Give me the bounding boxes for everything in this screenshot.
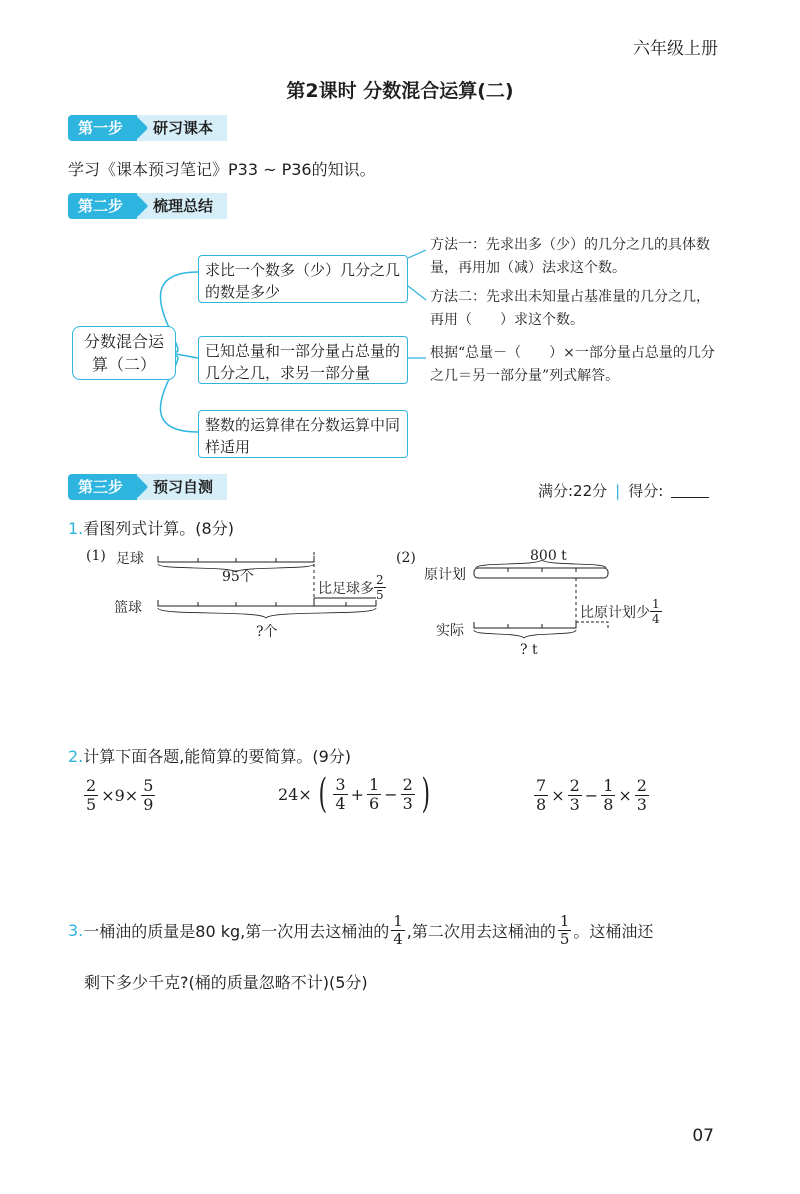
q3-fraction-2: $\frac{1}{5}$: [559, 912, 570, 948]
fig2-row1-label: 原计划: [424, 567, 466, 583]
q2-prompt: [68, 744, 351, 767]
step3-name: 预习自测: [137, 474, 227, 500]
mindmap-center: 分数混合运算（二）: [72, 326, 176, 380]
fig2-compare-text: 比原计划少: [580, 604, 650, 621]
fig2-row2-value: ? t: [520, 642, 538, 658]
fig2-compare-fraction: $\frac{1}{4}$: [652, 597, 660, 626]
score-blank[interactable]: [671, 483, 709, 498]
grade-label: 六年级上册: [633, 39, 718, 59]
fig2-row1-value: 800 t: [530, 548, 567, 564]
fig2-diagram: [470, 560, 620, 640]
step1-tag: 第一步: [68, 115, 137, 141]
score-label: 得分:: [628, 482, 664, 500]
q3-text-c: 。这桶油还: [573, 922, 654, 941]
q2-expression-1: $\frac{2}{5}$ ×9× $\frac{5}{9}$: [86, 776, 154, 814]
step3-header: [68, 474, 227, 500]
fig2-row2-label: 实际: [436, 623, 464, 639]
fig1-compare-text: 比足球多: [318, 580, 374, 597]
method-3: 根据“总量－（ ）×一部分量占总量的几分之几＝另一部分量”列式解答。: [430, 345, 715, 384]
step3-tag: 第三步: [68, 474, 137, 500]
mindmap-branch-3: 整数的运算律在分数运算中同样适用: [198, 410, 408, 458]
q3-number: 3.: [68, 921, 84, 940]
score-divider: |: [615, 481, 621, 500]
q2-expression-3: $\frac{7}{8}$ × $\frac{2}{3}$ − $\frac{1}{8}$ × $\frac{2}{3}$: [536, 776, 647, 814]
fig1-label: (1): [86, 548, 106, 564]
fig1-row1-value: 95个: [222, 569, 254, 585]
step1-name: 研习课本: [137, 115, 227, 141]
step2-name: 梳理总结: [137, 193, 227, 219]
q3-fraction-1: $\frac{1}{4}$: [393, 912, 403, 948]
fig1-row1-label: 足球: [116, 551, 144, 567]
method-2: 方法二：先求出未知量占基准量的几分之几，再用（ ）求这个数。: [430, 289, 710, 328]
q2-expression-2: 24× ( $\frac{3}{4}$ + $\frac{1}{6}$ − $\frac{2}{3}$ ): [278, 771, 430, 817]
step1-text: 学习《课本预习笔记》P33 ~ P36的知识。: [68, 160, 376, 179]
page-number: 07: [692, 1126, 714, 1146]
fig1-row2-label: 篮球: [114, 600, 142, 616]
score-area: [538, 480, 709, 501]
q1-number: 1.: [68, 519, 84, 538]
q3-prompt-line2: 剩下多少千克?(桶的质量忽略不计)(5分): [84, 973, 368, 992]
q2-number: 2.: [68, 747, 84, 766]
fig1-row2-value: ?个: [256, 624, 278, 640]
method-1: 方法一：先求出多（少）的几分之几的具体数量，再用加（减）法求这个数。: [430, 237, 710, 276]
q3-text-b: ,第二次用去这桶油的: [406, 922, 556, 941]
mindmap-branch-1: 求比一个数多（少）几分之几的数是多少: [198, 255, 408, 303]
full-score: 满分:22分: [538, 482, 608, 500]
mindmap-branch-2: 已知总量和一部分量占总量的几分之几，求另一部分量: [198, 336, 408, 384]
fig2-label: (2): [396, 550, 416, 566]
q3-text-a: 一桶油的质量是80 kg,第一次用去这桶油的: [83, 922, 390, 941]
q1-prompt: [68, 516, 234, 539]
q1-text: 看图列式计算。(8分): [83, 519, 234, 538]
q2-text: 计算下面各题,能简算的要简算。(9分): [83, 747, 352, 766]
lesson-title: 第2课时 分数混合运算(二): [286, 80, 514, 102]
fig1-compare-fraction: $\frac{2}{5}$: [376, 573, 384, 602]
step2-tag: 第二步: [68, 193, 137, 219]
fig1-diagram: [150, 548, 390, 628]
q3-prompt-line1: [68, 914, 653, 947]
